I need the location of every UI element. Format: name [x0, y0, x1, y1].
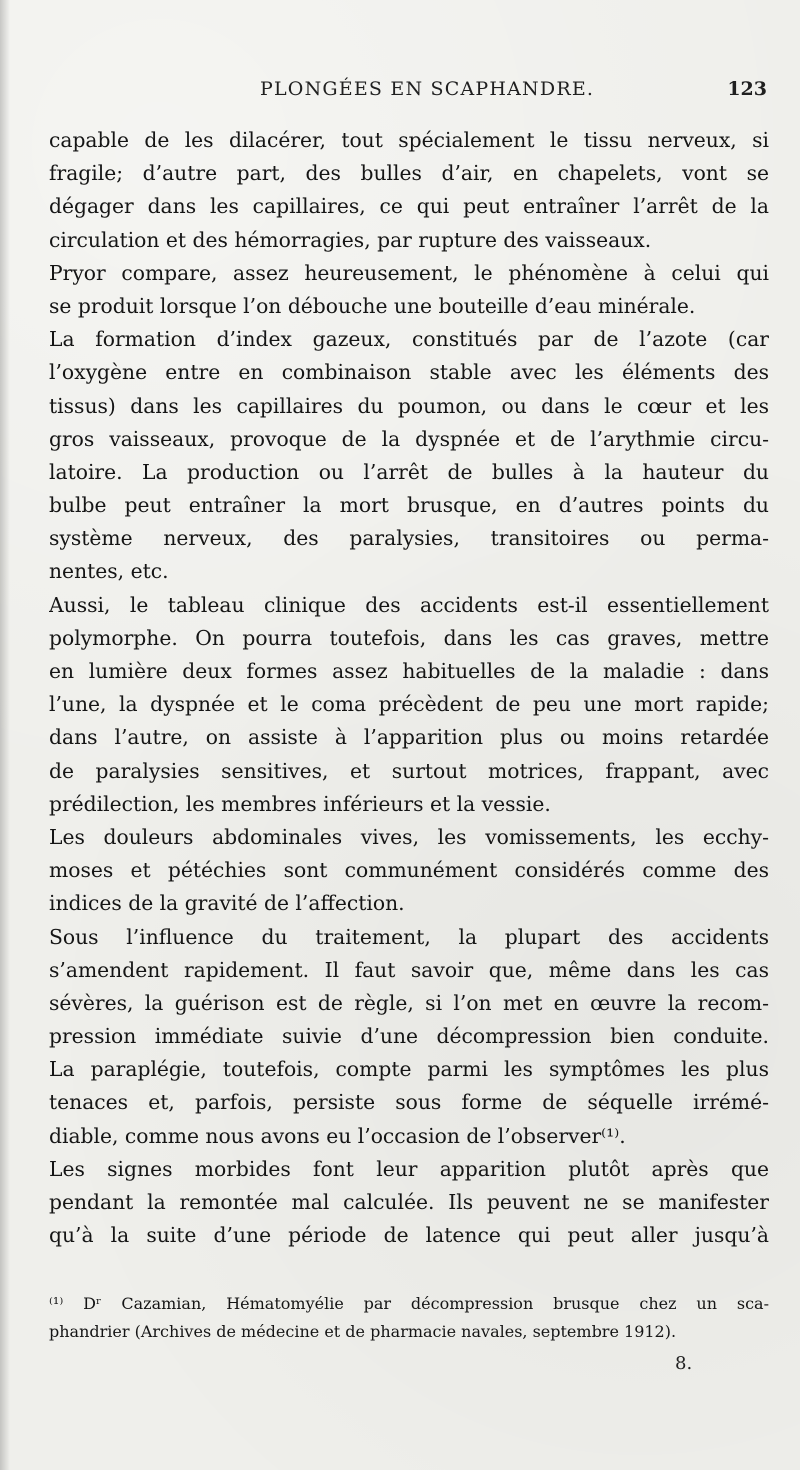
text-line: pression immédiate suivie d’une décompression bien conduite.: [49, 1024, 769, 1049]
text-line: de paralysies sensitives, et surtout motrices, frappant, avec: [49, 758, 769, 783]
text-line: bulbe peut entraîner la mort brusque, en d’autres points du: [49, 493, 769, 518]
page-header: [52, 78, 767, 108]
text-line: tissus) dans les capillaires du poumon, ou dans le cœur et les: [49, 393, 769, 418]
text-line: polymorphe. On pourra toutefois, dans les cas graves, mettre: [49, 625, 769, 650]
text-line: Sous l’influence du traitement, la plupart des accidents: [49, 924, 769, 949]
text-line: en lumière deux formes assez habituelles de la maladie : dans: [49, 659, 769, 683]
text-line: Les signes morbides font leur apparition plutôt après que: [49, 1156, 769, 1181]
text-line: l’une, la dyspnée et le coma précèdent de peu une mort rapide;: [49, 692, 769, 717]
text-line: pendant la remontée mal calculée. Ils peuvent ne se manifester: [49, 1190, 769, 1214]
footnote-line: phandrier (Archives de médecine et de pharmacie navales, septembre 1912).: [49, 1322, 677, 1341]
page-number: 123: [727, 78, 767, 100]
text-line: se produit lorsque l’on débouche une bouteille d’eau minérale.: [49, 293, 696, 318]
footnote-line: ⁽¹⁾ Dʳ Cazamian, Hématomyélie par décompression brusque chez un sca-: [49, 1294, 769, 1313]
signature-mark: 8.: [675, 1353, 693, 1374]
main-text: [49, 124, 769, 1252]
text-line: système nerveux, des paralysies, transitoires ou perma-: [49, 526, 769, 551]
text-line: tenaces et, parfois, persiste sous forme de séquelle irrémé-: [49, 1090, 769, 1115]
text-line: diable, comme nous avons eu l’occasion de l’observer⁽¹⁾.: [49, 1123, 626, 1148]
text-line: prédilection, les membres inférieurs et la vessie.: [49, 791, 551, 816]
text-line: gros vaisseaux, provoque de la dyspnée et de l’arythmie circu-: [49, 426, 769, 451]
text-line: Aussi, le tableau clinique des accidents est-il essentiellement: [49, 592, 769, 617]
text-line: La formation d’index gazeux, constitués par de l’azote (car: [49, 327, 769, 352]
text-line: nentes, etc.: [49, 559, 169, 584]
text-line: sévères, la guérison est de règle, si l’on met en œuvre la recom-: [49, 990, 769, 1015]
footnote: [49, 1290, 769, 1346]
text-line: s’amendent rapidement. Il faut savoir que, même dans les cas: [49, 957, 769, 982]
text-line: dégager dans les capillaires, ce qui peut entraîner l’arrêt de la: [49, 194, 769, 219]
text-line: capable de les dilacérer, tout spécialement le tissu nerveux, si: [49, 128, 769, 152]
text-line: latoire. La production ou l’arrêt de bulles à la hauteur du: [49, 459, 769, 484]
text-line: dans l’autre, on assiste à l’apparition plus ou moins retardée: [49, 725, 769, 750]
text-line: La paraplégie, toutefois, compte parmi les symptômes les plus: [49, 1057, 769, 1082]
text-line: indices de la gravité de l’affection.: [49, 891, 405, 916]
text-line: moses et pétéchies sont communément considérés comme des: [49, 858, 769, 883]
text-line: circulation et des hémorragies, par rupture des vaisseaux.: [49, 227, 652, 252]
running-head: PLONGÉES EN SCAPHANDRE.: [260, 78, 595, 100]
text-line: Pryor compare, assez heureusement, le phénomène à celui qui: [49, 260, 769, 285]
text-line: Les douleurs abdominales vives, les vomissements, les ecchy-: [49, 824, 769, 849]
scan-edge-shadow: [0, 0, 10, 1470]
text-line: fragile; d’autre part, des bulles d’air, en chapelets, vont se: [49, 161, 769, 186]
text-line: qu’à la suite d’une période de latence qui peut aller jusqu’à: [49, 1223, 769, 1248]
text-line: l’oxygène entre en combinaison stable avec les éléments des: [49, 360, 769, 385]
